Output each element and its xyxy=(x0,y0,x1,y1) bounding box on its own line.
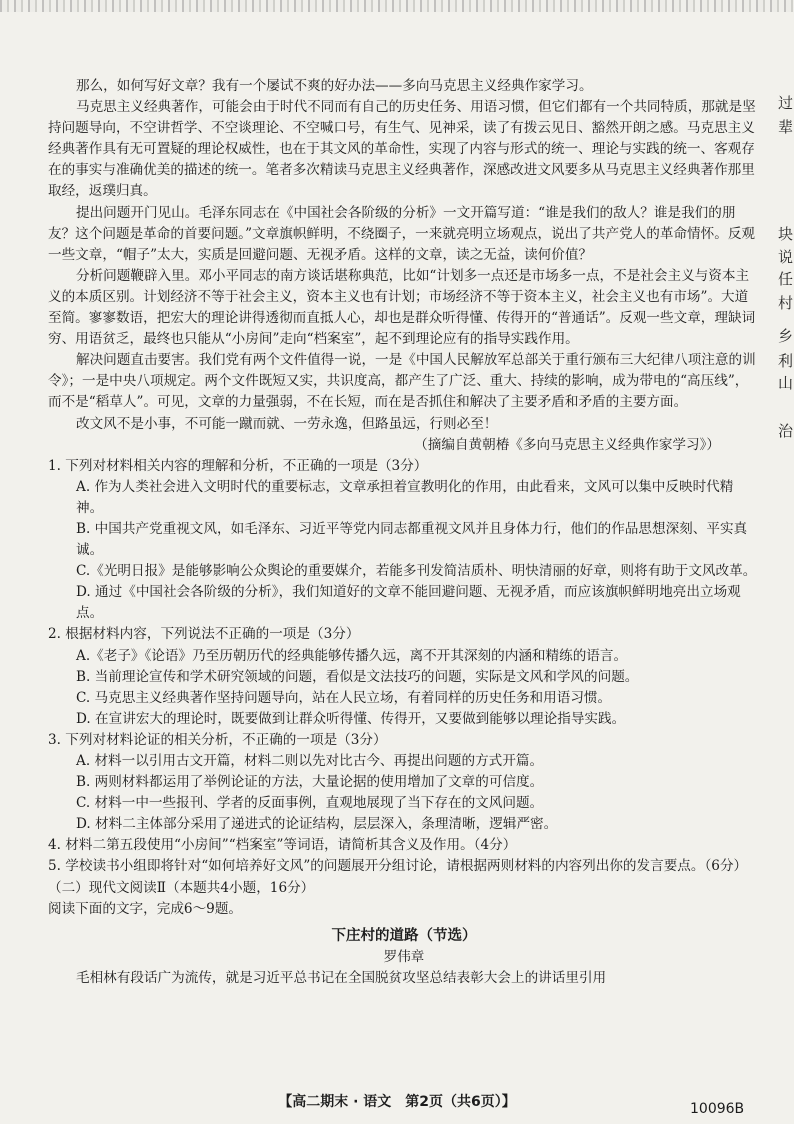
margin-char: 辈 xyxy=(778,118,794,136)
story-title: 下庄村的道路（节选） xyxy=(331,927,477,944)
exam-code: 10096B xyxy=(690,1101,745,1117)
exam-page xyxy=(48,76,760,989)
margin-char: 过 xyxy=(778,94,794,112)
material-paragraph: 分析问题鞭辟入里。邓小平同志的南方谈话堪称典范，比如“计划多一点还是市场多一点，不是社会主义与资本主义的本质区别。计划经济不等于社会主义，资本主义也有计划；市场经济不等于资本主义，社会主义也有市场”。大道至简。寥寥数语，把宏大的理论讲得透彻而直抵人心，却也是群众听得懂、传得开的“普通话”。反观一些文章，理缺词穷、用语贫乏，最终也只能从“小房间”走向“档案室”，起不到理论应有的指导实践作用。 xyxy=(48,267,756,348)
right-margin-bleed xyxy=(770,0,794,1124)
answer-option: A. 作为人类社会进入文明时代的重要标志，文章承担着宣教明化的作用，由此看来，文风可以集中反映时代精神。 xyxy=(76,478,734,516)
margin-char: 块 xyxy=(778,225,794,243)
answer-option: A.《老子》《论语》乃至历朝历代的经典能够传播久远，离不开其深刻的内涵和精练的语言。 xyxy=(76,647,628,664)
margin-char: 说 xyxy=(778,248,794,266)
material-paragraph: 那么，如何写好文章？我有一个屡试不爽的好办法——多向马克思主义经典作家学习。 xyxy=(76,78,593,94)
question-stem: 1. 下列对材料相关内容的理解和分析，不正确的一项是（3分） xyxy=(48,457,428,474)
margin-char: 任 xyxy=(778,270,794,288)
margin-char: 治 xyxy=(778,422,794,440)
question-stem: 2. 根据材料内容，下列说法不正确的一项是（3分） xyxy=(48,626,360,643)
material-paragraph: 解决问题直击要害。我们党有两个文件值得一说，一是《中国人民解放军总部关于重行颁布三大纪律八项注意的训令》；一是中央八项规定。两个文件既短又实，共识度高，都产生了广泛、重大、持续的影响，成为带电的“高压线”，而不是“稻草人”。可见，文章的力量强弱，不在长短，而在是否抓住和解决了主要矛盾和矛盾的主要方面。 xyxy=(48,352,756,411)
answer-option: B. 两则材料都运用了举例论证的方法，大量论据的使用增加了文章的可信度。 xyxy=(76,774,544,791)
section-heading: （二）现代文阅读Ⅱ（本题共4小题，16分） xyxy=(48,879,315,896)
answer-option: B. 中国共产党重视文风，如毛泽东、习近平等党内同志都重视文风并且身体力行，他们的作品思想深刻、平实真诚。 xyxy=(76,520,748,559)
question-stem: 4. 材料二第五段使用“小房间”“档案室”等词语，请简析其含义及作用。（4分） xyxy=(48,837,517,854)
material-paragraph: 改文风不是小事，不可能一蹴而就、一劳永逸，但路虽远，行则必至！ xyxy=(76,415,498,432)
section-instruction: 阅读下面的文字，完成6～9题。 xyxy=(48,900,243,917)
answer-option: D. 通过《中国社会各阶级的分析》，我们知道好的文章不能回避问题、无视矛盾，而应该旗帜鲜明地亮出立场观点。 xyxy=(76,584,741,622)
margin-char: 利 xyxy=(778,352,794,370)
margin-char: 乡 xyxy=(778,327,794,345)
story-paragraph: 毛相林有段话广为流传，就是习近平总书记在全国脱贫攻坚总结表彰大会上的讲话里引用 xyxy=(76,969,607,986)
answer-option: B. 当前理论宣传和学术研究领域的问题，看似是文法技巧的问题，实际是文风和学风的问题。 xyxy=(76,668,639,685)
question-stem: 3. 下列对材料论证的相关分析，不正确的一项是（3分） xyxy=(48,731,387,748)
scan-edge xyxy=(0,0,794,12)
material-source: （摘编自黄朝椿《多向马克思主义经典作家学习》） xyxy=(414,436,720,453)
material-paragraph: 提出问题开门见山。毛泽东同志在《中国社会各阶级的分析》一文开篇写道：“谁是我们的敌人？谁是我们的朋友？这个问题是革命的首要问题。”文章旗帜鲜明，不绕圈子，一来就亮明立场观点，说出了共产党人的革命情怀。反观一些文章，“帽子”太大，实质是回避问题、无视矛盾。这样的文章，读之无益，读何价值？ xyxy=(48,204,756,263)
page-footer: 【高二期末 · 语文 第2页（共6页）】 xyxy=(278,1094,516,1110)
margin-char: 山 xyxy=(778,374,794,392)
answer-option: C.《光明日报》是能够影响公众舆论的重要媒介，若能多刊发简洁质朴、明快清丽的好章，则将有助于文风改革。 xyxy=(76,563,757,580)
answer-option: D. 材料二主体部分采用了递进式的论证结构，层层深入，条理清晰，逻辑严密。 xyxy=(76,816,558,833)
material-paragraph: 马克思主义经典著作，可能会由于时代不同而有自己的历史任务、用语习惯，但它们都有一个共同特质，那就是坚持问题导向，不空讲哲学、不空谈理论、不空喊口号，有生气、见神采，读了有拨云见日、豁然开朗之感。马克思主义经典著作具有无可置疑的理论权威性，也在于其文风的革命性，实现了内容与形式的统一、理论与实践的统一、客观存在的事实与准确优美的描述的统一。笔者多次精读马克思主义经典著作，深感改进文风要多从马克思主义经典著作那里取经，返璞归真。 xyxy=(48,99,756,200)
answer-option: C. 马克思主义经典著作坚持问题导向，站在人民立场，有着同样的历史任务和用语习惯。 xyxy=(76,689,612,706)
answer-option: A. 材料一以引用古文开篇，材料二则以先对比古今、再提出问题的方式开篇。 xyxy=(76,753,544,769)
answer-option: D. 在宣讲宏大的理论时，既要做到让群众听得懂、传得开，又要做到能够以理论指导实践。 xyxy=(76,710,626,727)
answer-option: C. 材料一中一些报刊、学者的反面事例，直观地展现了当下存在的文风问题。 xyxy=(76,795,544,812)
margin-char: 村 xyxy=(778,294,794,312)
question-stem: 5. 学校读书小组即将针对“如何培养好文风”的问题展开分组讨论，请根据两则材料的内容列出你的发言要点。（6分） xyxy=(48,858,748,875)
story-author: 罗伟章 xyxy=(383,948,425,965)
